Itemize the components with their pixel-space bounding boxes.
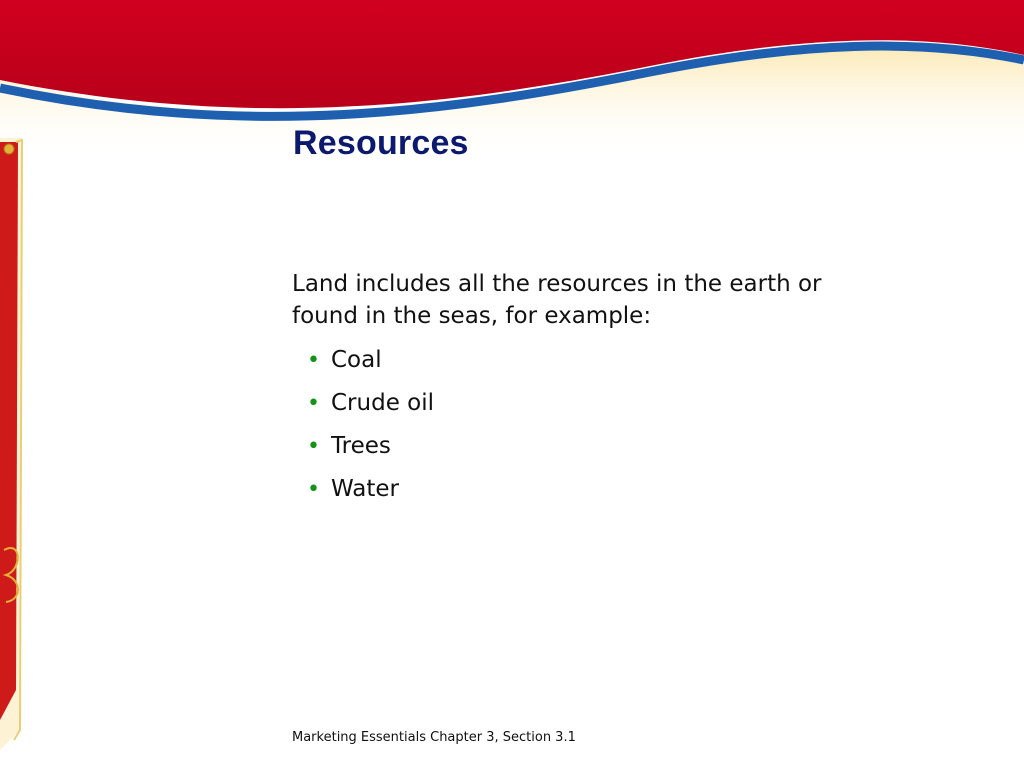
list-item — [307, 428, 434, 471]
list-item — [307, 471, 434, 514]
list-item-label: Water — [331, 476, 399, 502]
slide-footer: Marketing Essentials Chapter 3, Section 3.1 — [292, 730, 576, 745]
header-banner — [0, 0, 1024, 160]
slide-title: Resources — [293, 124, 469, 162]
side-ribbon — [0, 130, 40, 750]
bullet-icon: • — [307, 477, 320, 502]
resource-list — [307, 342, 434, 514]
intro-text: Land includes all the resources in the earth or found in the seas, for example: — [292, 271, 822, 329]
list-item — [307, 342, 434, 385]
list-item-label: Coal — [331, 347, 382, 373]
list-item-label: Trees — [331, 433, 391, 459]
list-item-label: Crude oil — [331, 390, 435, 416]
bullet-icon: • — [307, 348, 320, 373]
bullet-icon: • — [307, 391, 320, 416]
list-item — [307, 385, 434, 428]
bullet-icon: • — [307, 434, 320, 459]
